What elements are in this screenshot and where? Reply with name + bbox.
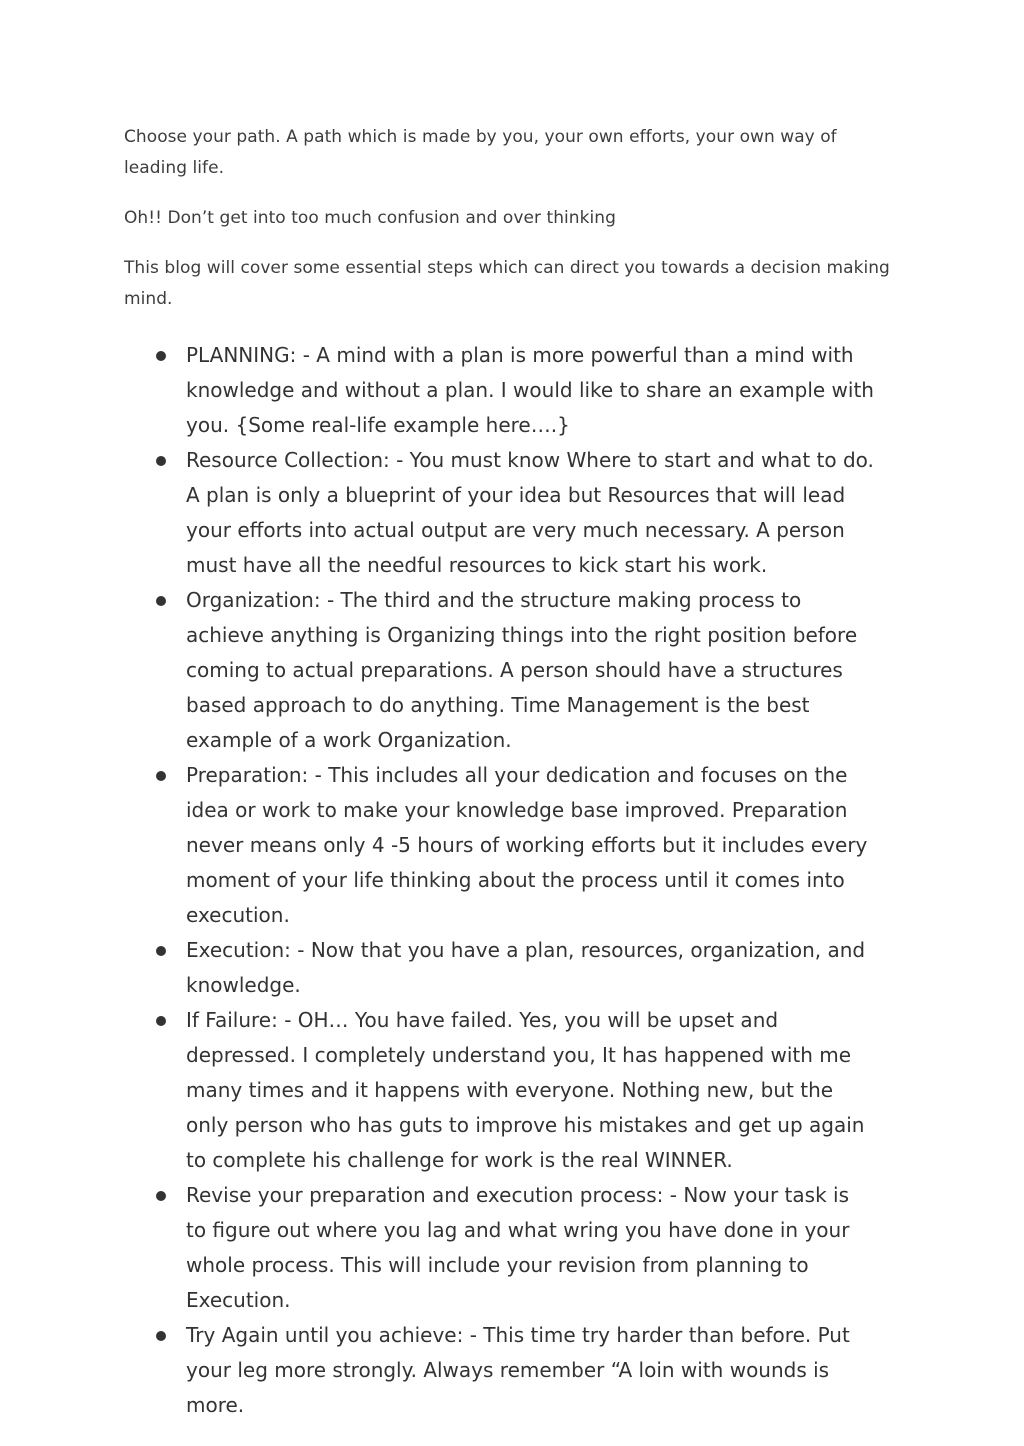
bullet-icon: [156, 1331, 166, 1341]
bullet-icon: [156, 1191, 166, 1201]
list-item: [156, 443, 874, 583]
list-item: [156, 758, 874, 933]
intro-paragraph: This blog will cover some essential steps which can direct you towards a decision making mind.: [124, 258, 890, 309]
list-item: [156, 1003, 874, 1178]
list-item-text: If Failure: - OH… You have failed. Yes, you will be upset and depressed. I completely understand you, It has happened with me many times and it happens with everyone. Nothing new, but the only person who has guts to improve his mistakes and get up again to complete his challenge for work is the real WINNER.: [186, 1008, 865, 1172]
list-item-text: Try Again until you achieve: - This time try harder than before. Put your leg more strongly. Always remember “A loin with wounds is more.: [186, 1323, 850, 1417]
list-item: [156, 1178, 874, 1318]
list-item: [156, 1318, 874, 1423]
list-item: [156, 338, 874, 443]
bullet-icon: [156, 771, 166, 781]
bullet-icon: [156, 456, 166, 466]
list-item: [156, 933, 874, 1003]
list-item-text: PLANNING: - A mind with a plan is more powerful than a mind with knowledge and without a plan. I would like to share an example with you. {Some real-life example here….}: [186, 343, 874, 437]
document-page: [124, 122, 904, 1423]
steps-list: [156, 338, 874, 1423]
list-item-text: Organization: - The third and the structure making process to achieve anything is Organizing things into the right position before coming to actual preparations. A person should have a structures based approach to do anything. Time Management is the best example of a work Organization.: [186, 588, 858, 752]
bullet-icon: [156, 596, 166, 606]
bullet-icon: [156, 351, 166, 361]
list-item-text: Resource Collection: - You must know Where to start and what to do. A plan is only a blueprint of your idea but Resources that will lead your efforts into actual output are very much necessary. A person must have all the needful resources to kick start his work.: [186, 448, 874, 577]
list-item: [156, 583, 874, 758]
list-item-text: Execution: - Now that you have a plan, resources, organization, and knowledge.: [186, 938, 866, 997]
list-item-text: Revise your preparation and execution process: - Now your task is to figure out where you lag and what wring you have done in your whole process. This will include your revision from planning to Execution.: [186, 1183, 850, 1312]
intro-paragraph: Oh!! Don’t get into too much confusion and over thinking: [124, 208, 616, 228]
list-item-text: Preparation: - This includes all your dedication and focuses on the idea or work to make your knowledge base improved. Preparation never means only 4 -5 hours of working efforts but it includes every moment of your life thinking about the process until it comes into execution.: [186, 763, 868, 927]
bullet-icon: [156, 1016, 166, 1026]
bullet-icon: [156, 946, 166, 956]
intro-paragraph: Choose your path. A path which is made by you, your own efforts, your own way of leading life.: [124, 127, 837, 178]
